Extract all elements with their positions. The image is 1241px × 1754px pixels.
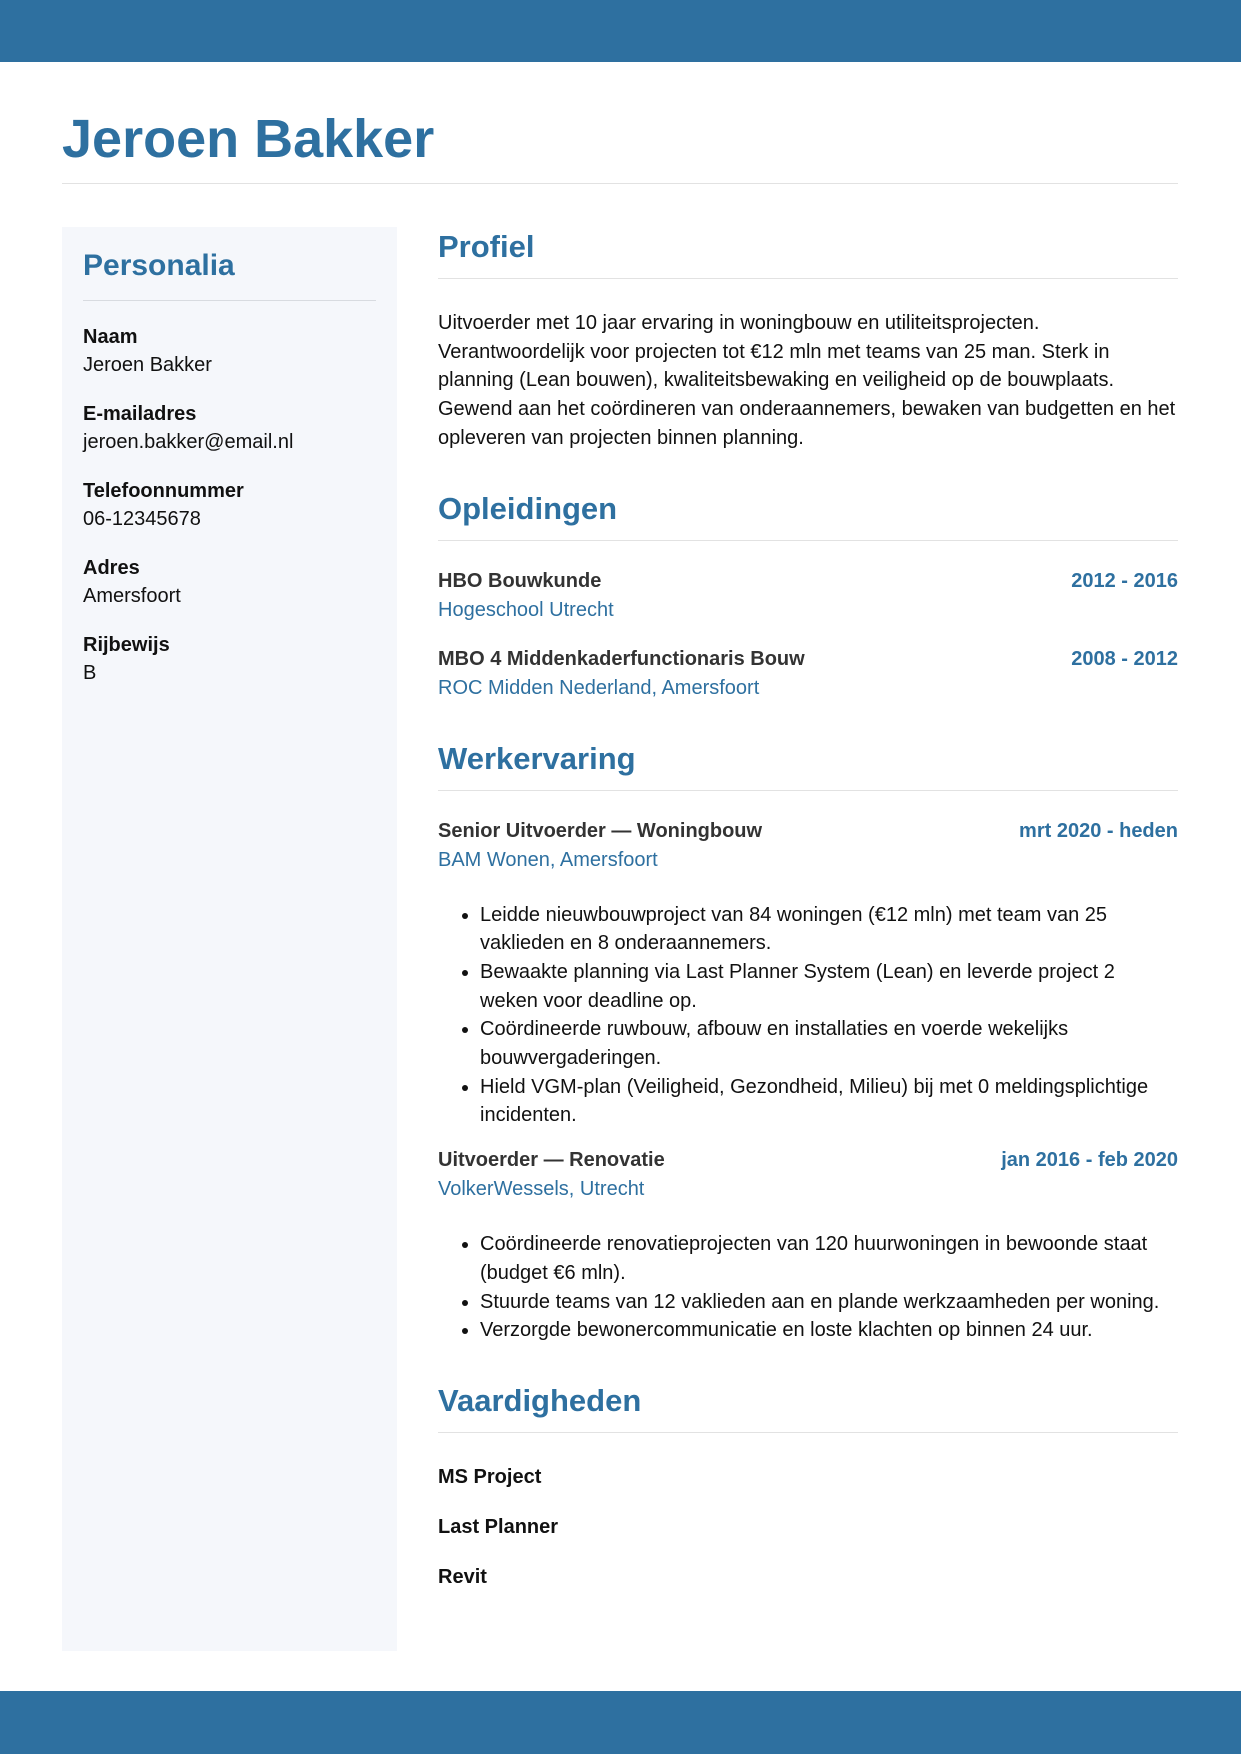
job-dates: jan 2016 - feb 2020	[1001, 1149, 1178, 1172]
job-role: Uitvoerder — Renovatie	[438, 1149, 665, 1172]
main-content	[438, 225, 1178, 1591]
header-bar	[0, 0, 1241, 62]
education-entry	[438, 567, 1178, 625]
experience-title: Werkervaring	[438, 737, 1178, 791]
skill-item: MS Project	[438, 1465, 542, 1488]
list-item: • Coördineerde renovatieprojecten van 120 huurwoningen in bewoonde staat (budget €6 mln).	[480, 1230, 1178, 1287]
profile-title: Profiel	[438, 225, 1178, 279]
field-email	[83, 400, 376, 456]
field-label: Rijbewijs	[83, 634, 170, 656]
field-label: Telefoonnummer	[83, 480, 244, 502]
field-rijbewijs	[83, 631, 376, 687]
education-school: ROC Midden Nederland, Amersfoort	[438, 676, 760, 699]
field-telefoon	[83, 477, 376, 533]
job-company: BAM Wonen, Amersfoort	[438, 848, 658, 871]
job-role: Senior Uitvoerder — Woningbouw	[438, 819, 763, 842]
list-item: • Verzorgde bewonercommunicatie en loste klachten op binnen 24 uur.	[480, 1316, 1178, 1345]
education-dates: 2008 - 2012	[1071, 647, 1178, 670]
experience-section	[438, 737, 1178, 1345]
field-value: Amersfoort	[83, 585, 181, 607]
profile-text: Uitvoerder met 10 jaar ervaring in woningbouw en utiliteitsprojecten. Verantwoordelijk voor projecten tot €12 mln met teams van 25 man. Sterk in planning (Lean bouwen), kwaliteitsbewaking en veiligheid op de bouwplaats. Gewend aan het coördineren van onderaannemers, bewaken van budgetten en het opleveren van projecten binnen planning.	[438, 312, 1176, 449]
job-bullets	[438, 901, 1178, 1131]
skills-list	[438, 1463, 1178, 1591]
education-dates: 2012 - 2016	[1071, 569, 1178, 592]
education-degree: MBO 4 Middenkaderfunctionaris Bouw	[438, 647, 805, 670]
field-label: E-mailadres	[83, 403, 197, 425]
field-value: jeroen.bakker@email.nl	[83, 431, 294, 453]
field-value: 06-12345678	[83, 508, 201, 530]
field-value: B	[83, 662, 97, 684]
field-label: Adres	[83, 557, 140, 579]
list-item: • Coördineerde ruwbouw, afbouw en installaties en voerde wekelijks bouwvergaderingen.	[480, 1015, 1178, 1072]
skills-section	[438, 1379, 1178, 1591]
job-dates: mrt 2020 - heden	[1019, 819, 1178, 842]
footer-bar	[0, 1691, 1241, 1754]
list-item: • Bewaakte planning via Last Planner System (Lean) en leverde project 2 weken voor deadline op.	[480, 958, 1178, 1015]
job-company: VolkerWessels, Utrecht	[438, 1178, 645, 1201]
profile-section	[438, 225, 1178, 453]
field-adres	[83, 554, 376, 610]
skill-item: Last Planner	[438, 1515, 559, 1538]
skill-item: Revit	[438, 1565, 487, 1588]
list-item: • Leidde nieuwbouwproject van 84 woningen (€12 mln) met team van 25 vaklieden en 8 onderaannemers.	[480, 901, 1178, 958]
education-title: Opleidingen	[438, 487, 1178, 541]
personalia-sidebar	[62, 227, 397, 1651]
name-divider	[62, 183, 1178, 184]
candidate-name: Jeroen Bakker	[62, 109, 435, 169]
job-entry	[438, 817, 1178, 1131]
skills-title: Vaardigheden	[438, 1379, 1178, 1433]
field-naam	[83, 323, 376, 379]
job-entry	[438, 1146, 1178, 1345]
personalia-title: Personalia	[83, 245, 376, 301]
education-degree: HBO Bouwkunde	[438, 569, 602, 592]
field-label: Naam	[83, 326, 138, 348]
list-item: • Hield VGM-plan (Veiligheid, Gezondheid, Milieu) bij met 0 meldingsplichtige incidenten.	[480, 1073, 1178, 1130]
education-school: Hogeschool Utrecht	[438, 598, 614, 621]
field-value: Jeroen Bakker	[83, 354, 212, 376]
list-item: • Stuurde teams van 12 vaklieden aan en plande werkzaamheden per woning.	[480, 1288, 1178, 1317]
education-entry	[438, 645, 1178, 703]
education-section	[438, 487, 1178, 703]
job-bullets	[438, 1230, 1178, 1345]
